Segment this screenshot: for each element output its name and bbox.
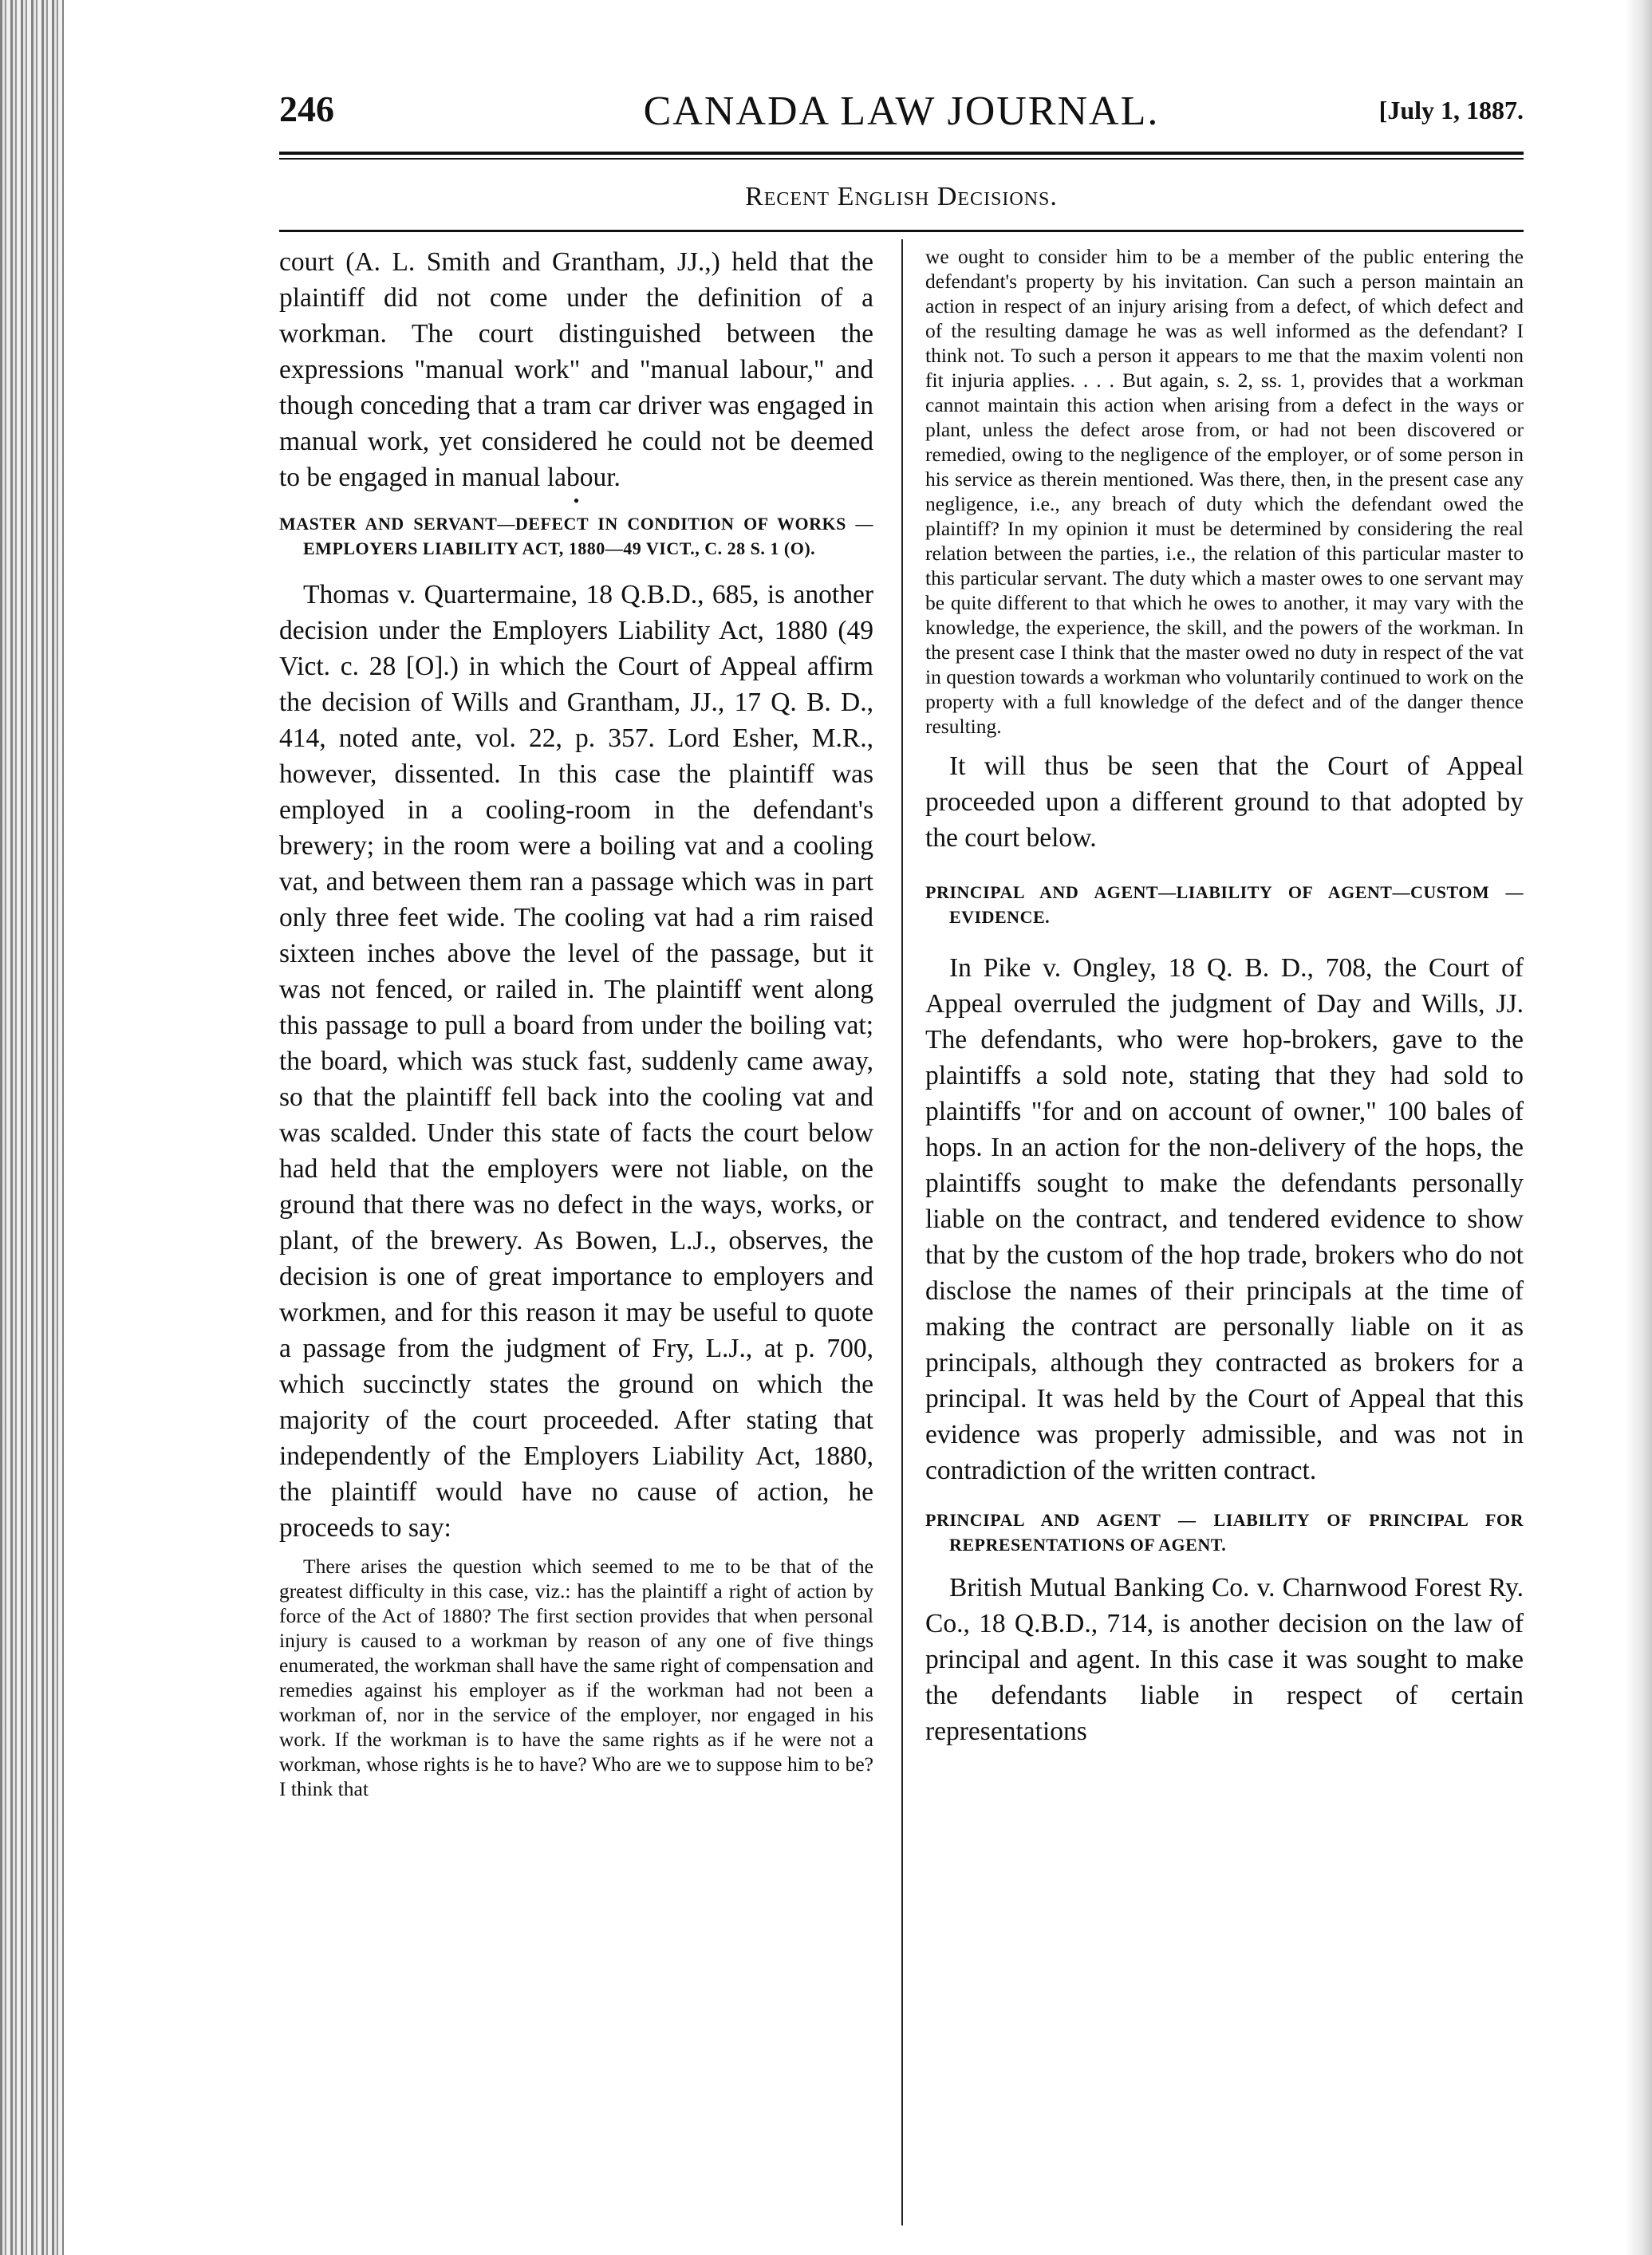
right-column	[925, 244, 1524, 1749]
journal-title: CANADA LAW JOURNAL.	[643, 89, 1160, 134]
issue-date: [July 1, 1887.	[1378, 96, 1524, 124]
section-rule	[279, 230, 1524, 232]
paragraph: In Pike v. Ongley, 18 Q. B. D., 708, the Court of Appeal overruled the judgment of Day and Wills, JJ. The defendants, who were hop-brokers, gave to the plaintiffs a sold note, stating that they had sold to plaintiffs "for and on account of owner," 100 bales of hops. In an action for the non-delivery of the hops, the plaintiffs sought to make the defendants personally liable on the contract, and tendered evidence to show that by the custom of the hop trade, brokers who do not disclose the names of their principals at the time of making the contract are personally liable on it as principals, although they contracted as brokers for a principal. It was held by the Court of Appeal that this evidence was properly admissible, and was not in contradiction of the written contract.	[925, 953, 1524, 1485]
running-header	[279, 88, 1524, 144]
left-column	[279, 244, 873, 1801]
case-heading: PRINCIPAL AND AGENT—LIABILITY OF AGENT—CUSTOM —EVIDENCE.	[925, 882, 1524, 927]
column-divider	[901, 239, 903, 2225]
case-heading: PRINCIPAL AND AGENT — LIABILITY OF PRINCIPAL FOR REPRESENTATIONS OF AGENT.	[925, 1510, 1524, 1555]
case-heading: MASTER AND SERVANT—DEFECT IN CONDITION OF WORKS —EMPLOYERS LIABILITY ACT, 1880—49 VICT., C. 28 S. 1 (O).	[279, 514, 873, 558]
section-title: Recent English Decisions.	[745, 182, 1058, 211]
paragraph: court (A. L. Smith and Grantham, JJ.,) held that the plaintiff did not come under the definition of a workman. The court distinguished between the expressions "manual work" and "manual labour," and though conceding that a tram car driver was engaged in manual work, yet considered he could not be deemed to be engaged in manual labour.	[279, 247, 873, 492]
paragraph: British Mutual Banking Co. v. Charnwood Forest Ry. Co., 18 Q.B.D., 714, is another decision on the law of principal and agent. In this case it was sought to make the defendants liable in respect of certain representations	[925, 1573, 1524, 1746]
paragraph: It will thus be seen that the Court of Appeal proceeded upon a different ground to that adopted by the court below.	[925, 751, 1524, 853]
page-number: 246	[279, 89, 334, 129]
scanned-page-edge-right	[1625, 0, 1652, 2255]
scanned-page-edge-left	[0, 0, 64, 2255]
section-mark: •	[573, 491, 580, 511]
paragraph: Thomas v. Quartermaine, 18 Q.B.D., 685, is another decision under the Employers Liability Act, 1880 (49 Vict. c. 28 [O].) in which the Court of Appeal affirm the decision of Wills and Grantham, JJ., 17 Q. B. D., 414, noted ante, vol. 22, p. 357. Lord Esher, M.R., however, dissented. In this case the plaintiff was employed in a cooling-room in the defendant's brewery; in the room were a boiling vat and a cooling vat, and between them ran a passage which was in part only three feet wide. The cooling vat had a rim raised sixteen inches above the level of the passage, but it was not fenced, or railed in. The plaintiff went along this passage to pull a board from under the boiling vat; the board, which was stuck fast, suddenly came away, so that the plaintiff fell back into the cooling vat and was scalded. Under this state of facts the court below had held that the employers were not liable, on the ground that there was no defect in the ways, works, or plant, of the brewery. As Bowen, L.J., observes, the decision is one of great importance to employers and workmen, and for this reason it may be useful to quote a passage from the judgment of Fry, L.J., at p. 700, which succinctly states the ground on which the majority of the court proceeded. After stating that independently of the Employers Liability Act, 1880, the plaintiff would have no cause of action, he proceeds to say:	[279, 580, 873, 1543]
quoted-judgment: There arises the question which seemed to me to be that of the greatest difficulty in this case, viz.: has the plaintiff a right of action by force of the Act of 1880? The first section provides that when personal injury is caused to a workman by reason of any one of five things enumerated, the workman shall have the same right of compensation and remedies against his employer as if the workman had not been a workman of, nor in the service of the employer, nor engaged in his work. If the workman is to have the same rights as if he were not a workman, whose rights is he to have? Who are we to suppose him to be? I think that	[279, 1555, 873, 1800]
header-double-rule	[279, 152, 1524, 160]
quoted-judgment-continued: we ought to consider him to be a member of the public entering the defendant's property by his invitation. Can such a person maintain an action in respect of an injury arising from a defect, of which defect and of the resulting damage he was as well informed as the defendant? I think not. To such a person it appears to me that the maxim volenti non fit injuria applies. . . . But again, s. 2, ss. 1, provides that a workman cannot maintain this action when arising from a defect in the ways or plant, unless the defect arose from, or had not been discovered or remedied, owing to the negligence of the employer, or of some person in his service as therein mentioned. Was there, then, in the present case any negligence, i.e., any breach of duty which the defendant owed the plaintiff? In my opinion it must be determined by considering the real relation between the parties, i.e., the relation of this particular master to this particular servant. The duty which a master owes to one servant may be quite different to that which he owes to another, it may vary with the knowledge, the experience, the skill, and the powers of the workman. In the present case I think that the master owed no duty in respect of the vat in question towards a workman who voluntarily continued to work on the property with a full knowledge of the defect and of the danger thence resulting.	[925, 245, 1524, 738]
